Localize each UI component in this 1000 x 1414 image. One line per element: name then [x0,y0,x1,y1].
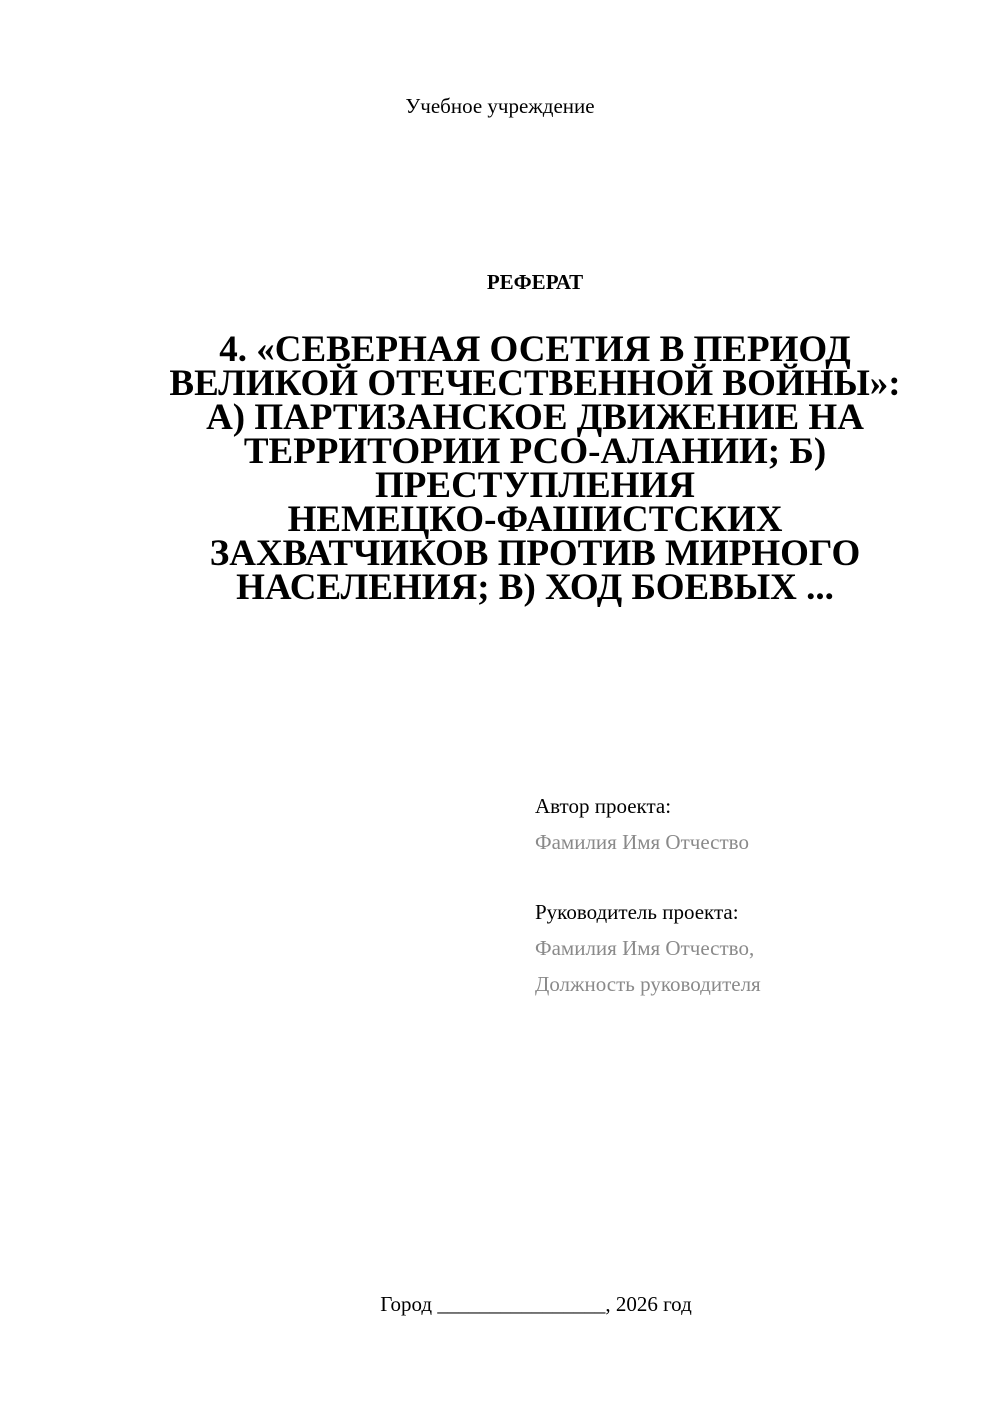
document-title [150,329,920,608]
title-line: ПРЕСТУПЛЕНИЯ [375,465,695,506]
title-line: НЕМЕЦКО-ФАШИСТСКИХ [287,499,783,540]
title-line: 4. «СЕВЕРНАЯ ОСЕТИЯ В ПЕРИОД [219,329,851,370]
institution-name: Учебное учреждение [405,94,595,118]
project-people-block [535,788,761,1002]
supervisor-name-placeholder: Фамилия Имя Отчество, [535,936,755,960]
spacer [535,860,761,894]
title-line: ЗАХВАТЧИКОВ ПРОТИВ МИРНОГО [209,533,861,574]
author-name-placeholder: Фамилия Имя Отчество [535,830,749,854]
title-line: ТЕРРИТОРИИ РСО-АЛАНИИ; Б) [243,431,827,472]
title-line: ВЕЛИКОЙ ОТЕЧЕСТВЕННОЙ ВОЙНЫ»: [169,363,901,404]
city-year-footer: Город ________________, 2026 год [380,1292,692,1316]
title-line: А) ПАРТИЗАНСКОЕ ДВИЖЕНИЕ НА [206,397,864,438]
title-line: НАСЕЛЕНИЯ; В) ХОД БОЕВЫХ ... [236,567,834,608]
author-label: Автор проекта: [535,794,672,818]
supervisor-position-placeholder: Должность руководителя [535,972,761,996]
document-type: РЕФЕРАТ [486,270,584,294]
supervisor-label: Руководитель проекта: [535,900,739,924]
